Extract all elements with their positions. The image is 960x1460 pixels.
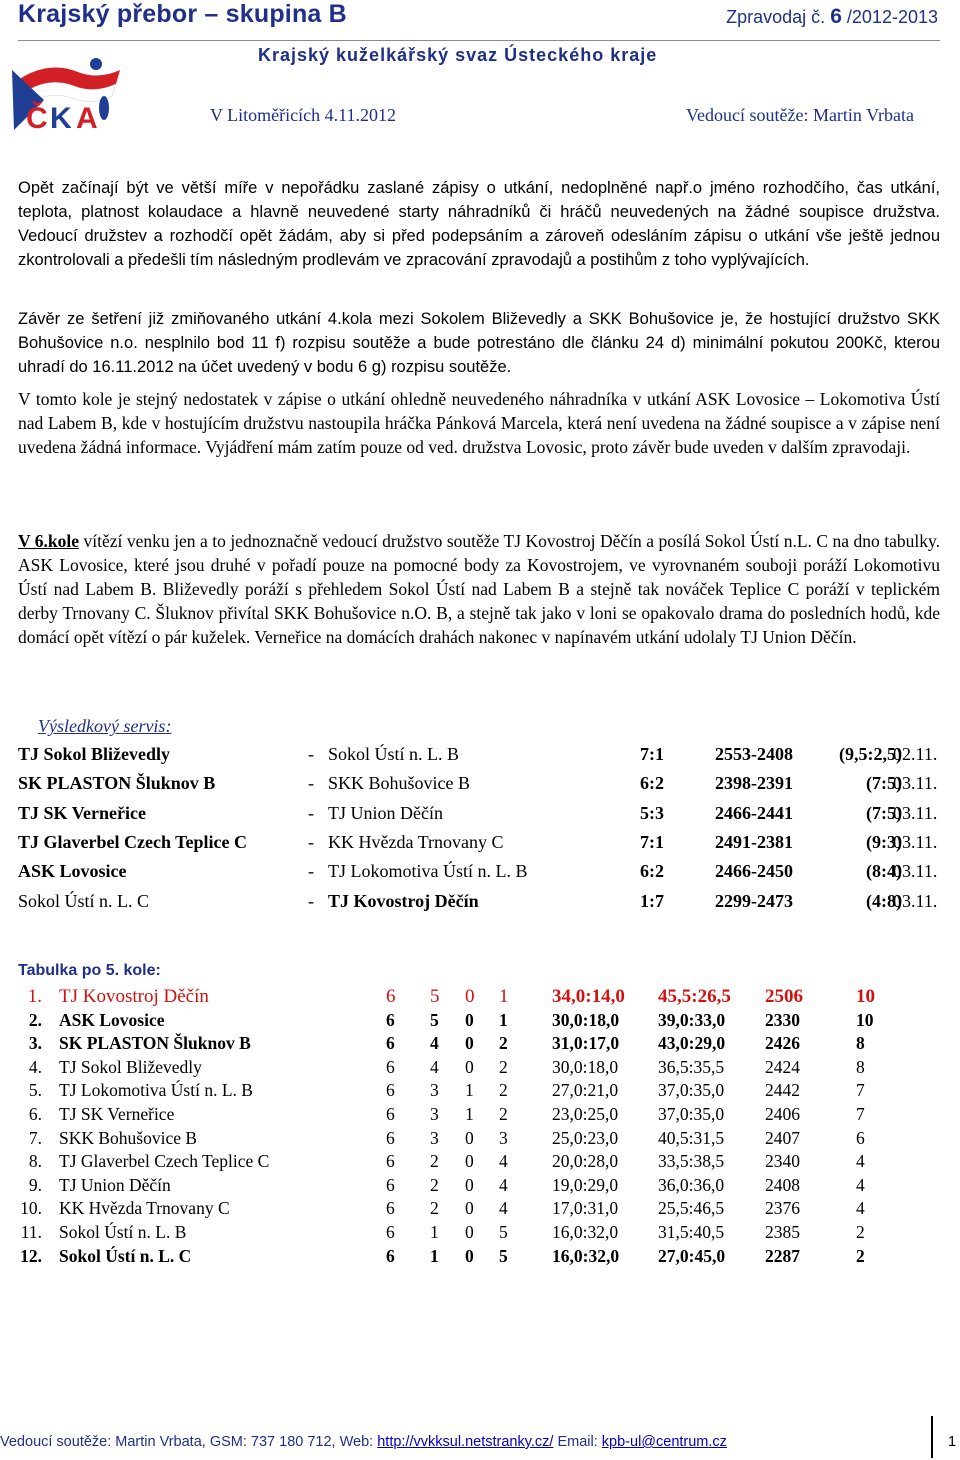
standings-sets: 27,0:21,0 (552, 1080, 619, 1101)
result-dash: - (308, 773, 314, 794)
standings-p: 4 (499, 1151, 508, 1172)
result-sets: (4:8) (866, 890, 902, 911)
standings-avg: 2385 (765, 1222, 800, 1242)
standings-pts: 25,5:46,5 (658, 1198, 725, 1219)
result-score: 7:1 (640, 831, 664, 852)
header-divider (18, 40, 940, 41)
standings-team: TJ SK Verneřice (59, 1104, 175, 1124)
standings-team: SKK Bohušovice B (59, 1127, 198, 1148)
standings-p: 5 (499, 1245, 508, 1266)
result-sets: (7:5) (866, 773, 902, 794)
result-row (18, 861, 950, 889)
standings-avg: 2330 (765, 1009, 800, 1030)
standings-v: 4 (430, 1033, 439, 1054)
substitute-paragraph (18, 387, 940, 459)
result-dash: - (308, 802, 314, 823)
standings-pts: 37,0:35,0 (658, 1080, 725, 1101)
standings-rank: 7. (28, 1127, 42, 1148)
result-row (18, 744, 950, 772)
standings-rank: 2. (28, 1009, 42, 1030)
investigation-text: Závěr ze šetření již zmiňovaného utkání 4.kola mezi Sokolem Bliževedly a SKK Bohušovice je, že hostující družstvo SKK Bohušovice n.o. nesplnilo bod 11 f) rozpisu soutěže a bude potrestáno dle článku 24 d) minimální pokutou 200Kč, kterou uhradí do 16.11.2012 na účet uvedený v bodu 6 g) rozpisu soutěže. (18, 310, 940, 376)
standings-avg: 2426 (765, 1033, 800, 1054)
standings-row (18, 1222, 938, 1246)
notice-text: Opět začínají být ve větší míře v nepořádku zaslané zápisy o utkání, nedoplněné např.o jméno rozhodčího, čas utkání, teplota, platnost kolaudace a hlavně neuvedené starty náhradníků či hráčů neuvedených na žádné soupisce družstva. Vedoucí družstev a rozhodčí opět žádám, aby si před podepsáním a zároveň odesláním zápisu o utkání vše ještě jednou zkontrolovali a předešli tím následným prodlevám ve zpracování zpravodajů a postihům z toho vyplývajících. (18, 179, 940, 269)
standings-pts: 40,5:31,5 (658, 1127, 725, 1148)
round-summary-paragraph (18, 529, 940, 649)
standings-pts: 36,5:35,5 (658, 1056, 725, 1077)
standings-row (18, 1151, 938, 1175)
standings-z: 6 (386, 1174, 395, 1195)
svg-text:Č: Č (26, 102, 48, 135)
standings-r: 0 (465, 1198, 474, 1219)
standings-team: Sokol Ústí n. L. B (59, 1222, 187, 1242)
result-home: TJ Glaverbel Czech Teplice C (18, 831, 247, 852)
standings-pts: 31,5:40,5 (658, 1222, 725, 1242)
standings-pts: 45,5:26,5 (658, 986, 731, 1007)
result-dash: - (308, 861, 314, 882)
standings-z: 6 (386, 1245, 395, 1266)
standings-r: 0 (465, 1009, 474, 1030)
footer-email-link[interactable]: kpb-ul@centrum.cz (601, 1434, 727, 1450)
result-score: 5:3 (640, 802, 664, 823)
standings-sets: 31,0:17,0 (552, 1033, 620, 1054)
standings-v: 3 (430, 1127, 439, 1148)
standings-r: 0 (465, 1245, 474, 1266)
standings-row (18, 1057, 938, 1081)
issue-prefix: Zpravodaj č. (726, 7, 826, 27)
standings-rank: 1. (27, 986, 42, 1007)
notice-paragraph (18, 176, 940, 272)
standings-team: Sokol Ústí n. L. C (59, 1245, 192, 1266)
standings-team: ASK Lovosice (59, 1009, 165, 1030)
page-number: 1 (948, 1434, 957, 1450)
standings-heading: Tabulka po 5. kole: (18, 962, 161, 979)
standings-p: 2 (499, 1080, 508, 1101)
investigation-paragraph (18, 307, 940, 379)
result-date: 03.11. (893, 861, 938, 882)
standings-team: TJ Glaverbel Czech Teplice C (59, 1151, 270, 1172)
result-home: SK PLASTON Šluknov B (18, 773, 216, 794)
standings-v: 2 (430, 1198, 439, 1219)
standings-v: 5 (430, 1009, 439, 1030)
standings-body: 6 (856, 1127, 865, 1148)
standings-p: 5 (499, 1222, 508, 1242)
result-dash: - (308, 831, 314, 852)
issue-season: /2012-2013 (846, 7, 938, 27)
standings-v: 3 (430, 1080, 439, 1101)
standings-p: 2 (499, 1056, 508, 1077)
standings-p: 2 (499, 1104, 508, 1124)
result-home: Sokol Ústí n. L. C (18, 890, 150, 911)
page-title: Krajský přebor – skupina B (18, 0, 347, 28)
svg-text:K: K (50, 102, 72, 135)
standings-row (18, 1246, 938, 1270)
standings-body: 10 (856, 1009, 874, 1030)
footer-email-label: Email: (553, 1434, 602, 1450)
standings-r: 0 (465, 1222, 474, 1242)
standings-sets: 30,0:18,0 (552, 1009, 620, 1030)
result-row (18, 832, 950, 860)
result-dash: - (308, 744, 314, 764)
result-guest: TJ Union Děčín (328, 802, 443, 823)
standings-rank: 9. (28, 1174, 42, 1195)
standings-row (18, 1010, 938, 1034)
standings-pts: 43,0:29,0 (658, 1033, 726, 1054)
standings-avg: 2424 (765, 1056, 800, 1077)
standings-z: 6 (386, 1080, 395, 1101)
standings-rank: 11. (20, 1222, 42, 1242)
standings-team: TJ Kovostroj Děčín (59, 986, 209, 1007)
svg-text:A: A (76, 102, 98, 135)
standings-sets: 23,0:25,0 (552, 1104, 619, 1124)
standings-sets: 25,0:23,0 (552, 1127, 619, 1148)
result-guest: Sokol Ústí n. L. B (328, 744, 460, 764)
result-pins: 2299-2473 (715, 890, 793, 911)
standings-body: 8 (856, 1056, 865, 1077)
competition-leader: Vedoucí soutěže: Martin Vrbata (685, 105, 914, 125)
standings-v: 2 (430, 1174, 439, 1195)
standings-team: KK Hvězda Trnovany C (59, 1198, 230, 1219)
result-row (18, 891, 950, 919)
result-date: 03.11. (893, 802, 938, 823)
result-guest: TJ Lokomotiva Ústí n. L. B (328, 861, 528, 882)
substitute-text: V tomto kole je stejný nedostatek v zápise o utkání ohledně neuvedeného náhradníka v utkání ASK Lovosice – Lokomotiva Ústí nad Labem B, kde v hostujícím družstvu nastoupila hráčka Pánková Marcela, která není uvedena na žádné soupisce a v zápise není uvedena žádná informace. Vyjádření mám zatím pouze od ved. družstva Lovosic, proto závěr bude uveden v dalším zpravodaji. (18, 389, 940, 457)
standings-team: TJ Sokol Bliževedly (59, 1056, 202, 1077)
standings-team: TJ Union Děčín (59, 1174, 171, 1195)
result-date: 03.11. (893, 773, 938, 794)
result-home: ASK Lovosice (18, 861, 127, 882)
result-score: 1:7 (640, 890, 664, 911)
standings-rank: 5. (28, 1080, 42, 1101)
standings-z: 6 (386, 986, 396, 1007)
standings-row (18, 1198, 938, 1222)
standings-rank: 12. (20, 1245, 42, 1266)
standings-body: 2 (856, 1245, 865, 1266)
result-guest: TJ Kovostroj Děčín (328, 890, 479, 911)
standings-body: 7 (856, 1104, 865, 1124)
standings-avg: 2442 (765, 1080, 800, 1101)
result-score: 7:1 (640, 744, 664, 764)
result-sets: (9:3) (866, 831, 902, 852)
standings-avg: 2340 (765, 1151, 800, 1172)
standings-z: 6 (386, 1127, 395, 1148)
result-row (18, 773, 950, 801)
result-pins: 2491-2381 (715, 831, 793, 852)
standings-z: 6 (386, 1151, 395, 1172)
standings-z: 6 (386, 1056, 395, 1077)
standings-z: 6 (386, 1009, 395, 1030)
standings-sets: 19,0:29,0 (552, 1174, 619, 1195)
result-guest: SKK Bohušovice B (328, 773, 471, 794)
standings-sets: 16,0:32,0 (552, 1222, 619, 1242)
standings-team: TJ Lokomotiva Ústí n. L. B (59, 1080, 253, 1101)
standings-row (18, 986, 938, 1010)
footer-prefix: Vedoucí soutěže: Martin Vrbata, GSM: 737 180 712, Web: (0, 1434, 378, 1450)
footer-separator (931, 1416, 933, 1458)
standings-sets: 20,0:28,0 (552, 1151, 619, 1172)
round-summary-rest: vítězí venku jen a to jednoznačně vedoucí družstvo soutěže TJ Kovostroj Děčín a posílá Sokol Ústí n.L. C na dno tabulky. ASK Lovosice, které jsou druhé v pořadí pouze na pomocné body za Kovostrojem, ve vyrovnaném souboji poráží Lokomotivu Ústí nad Labem B. Bliževedly poráží s přehledem Sokol Ústí nad Labem B a stejně tak nováček Teplice C poráží v teplickém derby Trnovany C. Šluknov přivítal SKK Bohušovice n.O. B, a stejně tak jako v loni se opakovalo drama do posledních hodů, kde domácí opět vítězí o pár kuželek. Verneřice na domácích drahách nakonec v napínavém utkání udolaly TJ Union Děčín. (18, 531, 940, 647)
issue-number: 6 (830, 5, 842, 28)
result-home: TJ Sokol Bliževedly (18, 744, 171, 764)
standings-p: 4 (499, 1174, 508, 1195)
standings-row (18, 1128, 938, 1152)
standings-row (18, 1175, 938, 1199)
standings-body: 7 (856, 1080, 865, 1101)
standings-avg: 2287 (765, 1245, 800, 1266)
standings-body: 2 (856, 1222, 865, 1242)
standings-z: 6 (386, 1033, 395, 1054)
standings-p: 1 (499, 1009, 508, 1030)
standings-v: 1 (430, 1245, 439, 1266)
result-score: 6:2 (640, 773, 664, 794)
standings-z: 6 (386, 1222, 395, 1242)
result-pins: 2398-2391 (715, 773, 793, 794)
standings-pts: 37,0:35,0 (658, 1104, 725, 1124)
standings-body: 4 (856, 1174, 865, 1195)
federation-name: Krajský kuželkářský svaz Ústeckého kraje (258, 45, 658, 65)
standings-r: 0 (465, 1151, 474, 1172)
result-date: 03.11. (893, 890, 938, 911)
results-heading: Výsledkový servis: (38, 716, 172, 736)
standings-r: 0 (465, 1174, 474, 1195)
standings-pts: 39,0:33,0 (658, 1009, 726, 1030)
standings-rank: 4. (28, 1056, 42, 1077)
result-dash: - (308, 890, 314, 911)
standings-r: 0 (465, 1127, 474, 1148)
standings-team: SK PLASTON Šluknov B (59, 1033, 251, 1054)
standings-rank: 3. (28, 1033, 42, 1054)
standings-row (18, 1033, 938, 1057)
standings-sets: 17,0:31,0 (552, 1198, 619, 1219)
standings-sets: 34,0:14,0 (552, 986, 625, 1007)
result-score: 6:2 (640, 861, 664, 882)
standings-z: 6 (386, 1104, 395, 1124)
result-sets: (7:5) (866, 802, 902, 823)
standings-r: 1 (465, 1080, 474, 1101)
result-pins: 2466-2441 (715, 802, 793, 823)
result-sets: (8:4) (866, 861, 902, 882)
standings-avg: 2506 (765, 986, 803, 1007)
result-date: 02.11. (893, 744, 938, 764)
standings-body: 8 (856, 1033, 865, 1054)
standings-sets: 30,0:18,0 (552, 1056, 619, 1077)
standings-r: 0 (465, 1033, 474, 1054)
standings-p: 1 (499, 986, 509, 1007)
standings-rank: 8. (28, 1151, 42, 1172)
result-home: TJ SK Verneřice (18, 802, 146, 823)
standings-v: 3 (430, 1104, 439, 1124)
result-guest: KK Hvězda Trnovany C (328, 831, 504, 852)
round-summary-lead: V 6.kole (18, 531, 80, 551)
place-date: V Litoměřicích 4.11.2012 (210, 105, 396, 125)
standings-v: 5 (430, 986, 440, 1007)
standings-row (18, 1104, 938, 1128)
standings-row (18, 1080, 938, 1104)
standings-r: 0 (465, 1056, 474, 1077)
standings-avg: 2407 (765, 1127, 800, 1148)
footer-contact (0, 1434, 727, 1450)
standings-pts: 33,5:38,5 (658, 1151, 725, 1172)
standings-pts: 36,0:36,0 (658, 1174, 725, 1195)
result-row (18, 803, 950, 831)
round-summary-text (18, 529, 940, 649)
standings-v: 1 (430, 1222, 439, 1242)
standings-rank: 10. (20, 1198, 42, 1219)
standings-pts: 27,0:45,0 (658, 1245, 726, 1266)
result-pins: 2553-2408 (715, 744, 793, 764)
standings-sets: 16,0:32,0 (552, 1245, 620, 1266)
standings-body: 4 (856, 1198, 865, 1219)
result-sets: (9,5:2,5) (839, 744, 902, 764)
standings-p: 3 (499, 1127, 508, 1148)
standings-avg: 2406 (765, 1104, 800, 1124)
result-pins: 2466-2450 (715, 861, 793, 882)
standings-body: 10 (856, 986, 875, 1007)
standings-z: 6 (386, 1198, 395, 1219)
standings-v: 4 (430, 1056, 439, 1077)
cka-logo-icon (8, 50, 128, 136)
standings-p: 4 (499, 1198, 508, 1219)
standings-r: 1 (465, 1104, 474, 1124)
footer-web-link[interactable]: http://vvkksul.netstranky.cz/ (377, 1434, 554, 1450)
standings-p: 2 (499, 1033, 508, 1054)
standings-body: 4 (856, 1151, 865, 1172)
standings-avg: 2376 (765, 1198, 800, 1219)
result-date: 03.11. (893, 831, 938, 852)
issue-label (726, 5, 938, 29)
standings-rank: 6. (28, 1104, 42, 1124)
standings-r: 0 (465, 986, 475, 1007)
standings-avg: 2408 (765, 1174, 800, 1195)
standings-v: 2 (430, 1151, 439, 1172)
